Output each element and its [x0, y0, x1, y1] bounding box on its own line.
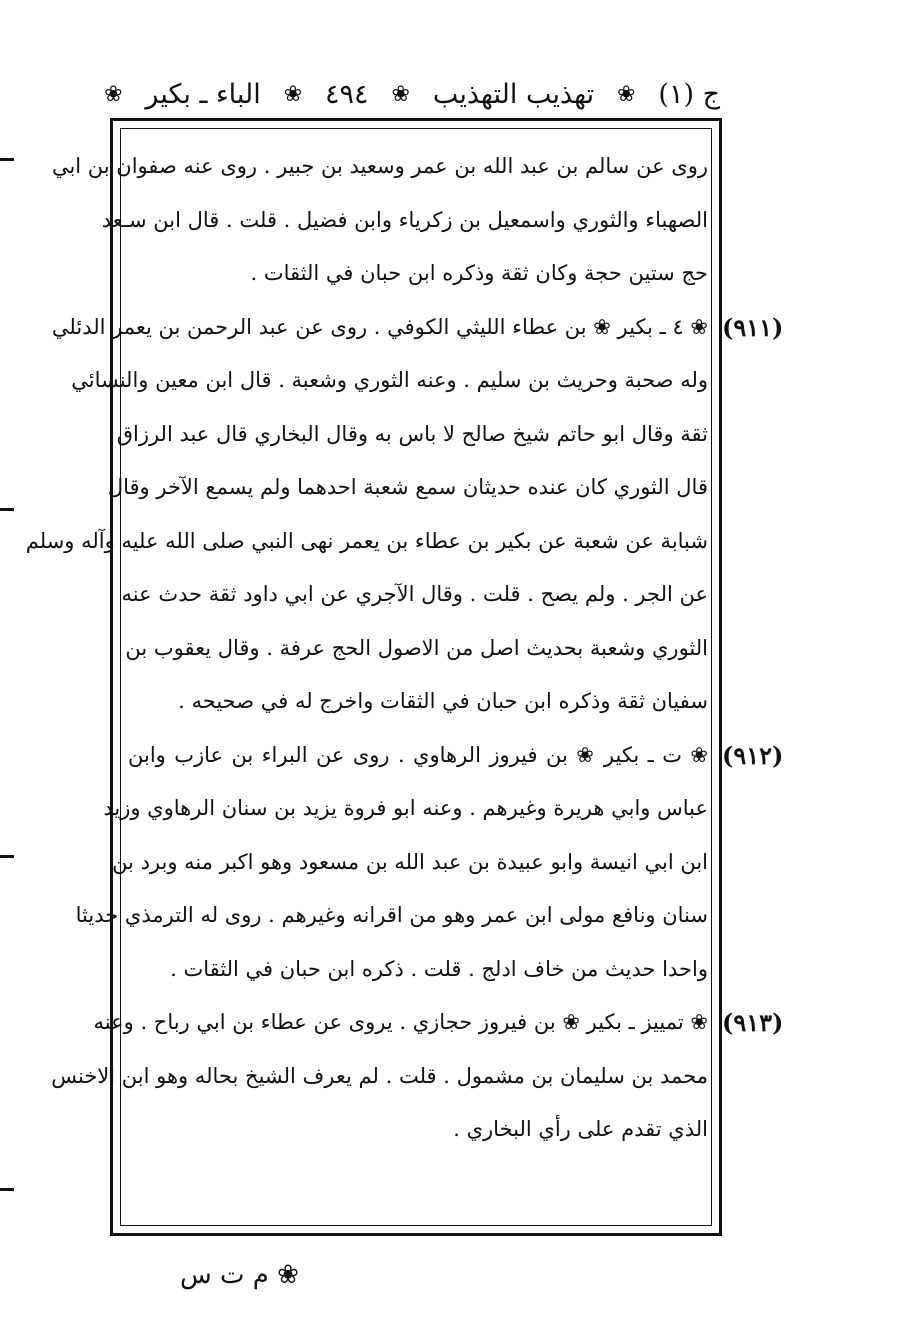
text-line: ❀ تمييز ـ بكير ❀ بن فيروز حجازي . يروى عن عطاء بن ابي رباح . وعنه	[93, 1010, 708, 1034]
text-line: الصهباء والثوري واسمعيل بن زكرياء وابن فضيل . قلت . قال ابن سـعد	[101, 207, 708, 232]
header-page-number: ٤٩٤	[325, 78, 369, 110]
footer-symbols	[180, 1260, 299, 1290]
text-line: وله صحبة وحريث بن سليم . وعنه الثوري وشعبة . قال ابن معين والنسائي	[71, 368, 708, 392]
margin-mark	[0, 855, 14, 858]
margin-mark	[0, 158, 14, 161]
main-text	[25, 140, 708, 1157]
text-line: ابن ابي انيسة وابو عبيدة بن عبد الله بن مسعود وهو اكبر منه وبرد بن	[112, 849, 708, 874]
header-chapter: الباء ـ بكير	[145, 78, 261, 110]
entry-number: (٩١٢)	[722, 740, 784, 770]
text-line: محمد بن سليمان بن مشمول . قلت . لم يعرف الشيخ بحاله وهو ابن الاخنس	[51, 1063, 708, 1088]
text-line: واحدا حديث من خاف ادلج . قلت . ذكره ابن حبان في الثقات .	[170, 956, 708, 981]
footer-text: م ت س	[180, 1260, 269, 1290]
text-line: قال الثوري كان عنده حديثان سمع شعبة احدهما ولم يسمع الآخر وقال	[107, 475, 708, 499]
text-line: عباس وابي هريرة وغيرهم . وعنه ابو فروة يزيد بن سنان الرهاوي وزيد	[103, 796, 708, 820]
running-header	[100, 72, 720, 116]
text-line: ثقة وقال ابو حاتم شيخ صالح لا باس به وقال البخاري قال عبد الرزاق	[116, 421, 708, 446]
ornament-icon: ❀	[283, 81, 303, 107]
text-line: ❀ ٤ ـ بكير ❀ بن عطاء الليثي الكوفي . روى عن عبد الرحمن بن يعمر الدئلي	[51, 314, 708, 339]
text-line: روى عن سالم بن عبد الله بن عمر وسعيد بن جبير . روى عنه صفوان بن ابي	[51, 154, 708, 178]
text-line: شبابة عن شعبة عن بكير بن عطاء بن يعمر نهى النبي صلى الله عليه وآله وسلم	[25, 528, 708, 553]
header-book-title: تهذيب التهذيب	[432, 78, 595, 110]
text-line: سفيان ثقة وذكره ابن حبان في الثقات واخرج له في صحيحه .	[178, 689, 708, 713]
text-line: حج ستين حجة وكان ثقة وذكره ابن حبان في الثقات .	[250, 261, 708, 285]
entry-number: (٩١١)	[722, 312, 784, 342]
header-volume: ج (١)	[658, 78, 720, 110]
text-line: عن الجر . ولم يصح . قلت . وقال الآجري عن ابي داود ثقة حدث عنه	[121, 582, 708, 606]
ornament-icon: ❀	[391, 81, 410, 107]
margin-mark	[0, 508, 14, 511]
entry-number: (٩١٣)	[722, 1008, 784, 1037]
text-line: ❀ ت ـ بكير ❀ بن فيروز الرهاوي . روى عن البراء بن عازب وابن	[128, 742, 708, 767]
ornament-icon: ❀	[104, 81, 123, 107]
ornament-icon: ❀	[617, 81, 636, 107]
margin-mark	[0, 1188, 14, 1191]
text-line: الثوري وشعبة بحديث اصل من الاصول الحج عرفة . وقال يعقوب بن	[125, 635, 708, 660]
text-line: الذي تقدم على رأي البخاري .	[453, 1117, 708, 1141]
ornament-icon: ❀	[277, 1260, 299, 1290]
text-line: سنان ونافع مولى ابن عمر وهو من اقرانه وغيرهم . روى له الترمذي حديثا	[75, 903, 708, 927]
